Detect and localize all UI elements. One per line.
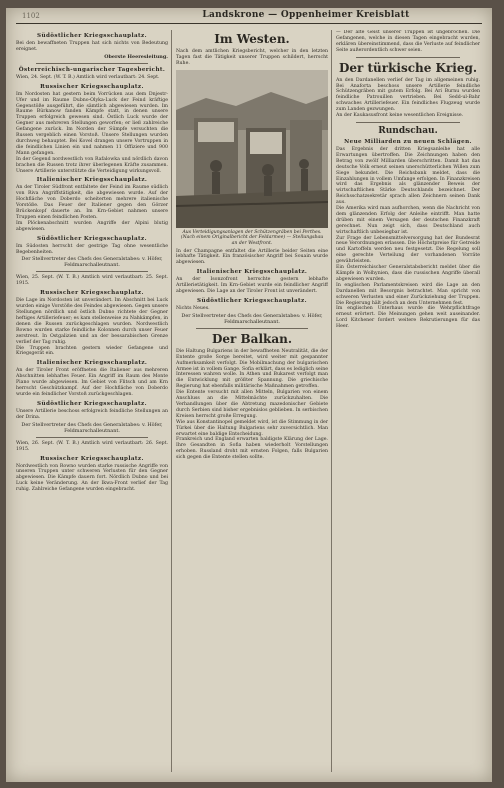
masthead: Landskrone — Oppenheimer Kreisblatt	[202, 10, 410, 20]
paragraph: An den Dardanellen verlief der Tag im allgemeinen ruhig. Bei Anaforta beschoss unsere Artillerie feindliche Schützengräben mit gutem Erfolg. Bei Ari Burnu wurden feindliche Patrouillen vertrieben. Bei Sedd-ul-Bahr schwaches Artilleriefeuer. Ein feindliches Flugzeug wurde zum Landen gezwungen.	[336, 77, 480, 113]
section-heading: Südöstlicher Kriegsschauplatz.	[37, 235, 147, 242]
paragraph: Ein Österreichischer Generalstabsbericht meldet über die Kämpfe in Wolhynien, dass die russischen Angriffe überall abgewiesen wurden.	[336, 265, 480, 282]
trench-photo-illustration	[176, 70, 328, 228]
paragraph: Im Plöckenabschnitt wurden Angriffe der Alpini blutig abgewiesen.	[16, 220, 168, 232]
article-title: Der türkische Krieg.	[338, 60, 478, 75]
section-heading: Russischer Kriegsschauplatz.	[40, 290, 144, 297]
paragraph: Die Lage im Nordosten ist unverändert. Im Abschnitt bei Luck wurden einige Vorstöße des Feindes abgewiesen. Gegen unsere Stellungen nördlich und östlich Dubno richtete der Gegner heftiges Artilleriefeuer; es kam stellenweise zu Nahkämpfen, in denen die Russen zurückgeschlagen wurden. Nordwestlich Rowno wurden starke feindliche Kolonnen durch unser Feuer zerstreut. In Ostgalizien und an der bessarabischen Grenze verlief der Tag ruhig.	[16, 298, 168, 345]
war-photograph	[176, 70, 328, 228]
signature: Der Stellvertreter des Chefs des Generalstabes: v. Höfer, Feldmarschalleutnant.	[21, 256, 163, 269]
paragraph: Wie aus Konstantinopel gemeldet wird, ist die Stimmung in der Türkei über die Haltung Bulgariens sehr zuversichtlich. Man erwartet eine baldige Entscheidung.	[176, 419, 328, 437]
paragraph: Nach dem amtlichen Kriegsbericht, welcher in den letzten Tagen fast die Tätigkeit unserer Truppen schildert, herrscht Ruhe.	[176, 49, 328, 66]
photo-caption: Aus Verteidigungsanlagen der Schützengräben bei Perthes. (Nach einem Originalbericht der Feldarmee) — Stellungsbau an der Westfront.	[180, 229, 324, 246]
signature: Der Stellvertreter des Chefs des Generalstabes: v. Höfer, Feldmarschalleutnant.	[181, 312, 323, 325]
paragraph: Im Südosten herrscht der gestrige Tag ohne wesentliche Begebenheiten.	[16, 243, 168, 255]
section-heading: Österreichisch-ungarischer Tagesbericht.	[18, 66, 166, 73]
paragraph: In der Champagne entfaltet die Artillerie beider Seiten eine lebhafte Tätigkeit. Ein französischer Angriff bei Souain wurde abgewiesen.	[176, 248, 328, 266]
paragraph: An der Tiroler Südfront entfaltete der Feind im Raume südlich von Riva Angriffstätigkeit, die abgewiesen wurde. Auf der Hochfläche von Doberdo scheiterten mehrere italienische Vorstöße. Das Feuer der Italiener gegen den Görzer Brückenkopf dauerte an. Im Krn-Gebiet nahmen unsere Truppen einen feindlichen Posten.	[16, 185, 168, 220]
section-heading: Südöstlicher Kriegsschauplatz.	[197, 297, 307, 304]
section-heading: Südöstlicher Kriegsschauplatz.	[37, 33, 147, 39]
article-headline: Neue Milliarden zu neuen Schlägen.	[344, 138, 472, 145]
paragraph: An der Isonzofront herrschte gestern lebhafte Artillerietätigkeit. Im Krn-Gebiet wurde ein feindlicher Angriff abgewiesen. Die Lage an der Tiroler Front ist unverändert.	[176, 277, 328, 295]
paragraph: Die Amerika wird man aufhorchen, wenn die Nachricht von dem glänzenden Erfolg der Anleihe eintrifft. Man hatte drüben mit einem Versagen der deutschen Finanzkraft gerechnet. Nun zeigt sich, dass Deutschland auch wirtschaftlich unbesiegbar ist.	[336, 206, 480, 235]
article-title: Der Balkan.	[211, 331, 292, 346]
separator	[36, 437, 148, 438]
paragraph: Im englischen Unterhaus wurde die Wehrpflichtfrage erneut erörtert. Die Meinungen gehen weit auseinander. Lord Kitchener fordert weitere Rekrutierungen für das Heer.	[336, 306, 480, 330]
separator	[36, 271, 148, 272]
paragraph: Das Ergebnis der dritten Kriegsanleihe hat alle Erwartungen übertroffen. Die Zeichnungen haben den Betrag von zwölf Milliarden überschritten. Damit hat das deutsche Volk erneut seinen unerschütterlichen Willen zum Siege bekundet. Die Reichsbank meldet, dass die Einzahlungen in vollem Umfange erfolgen. In Finanzkreisen wird das Ergebnis als glänzender Beweis der wirtschaftlichen Stärke Deutschlands bezeichnet. Der Reichsschatzsekretär sprach allen Zeichnern seinen Dank aus.	[336, 146, 480, 206]
paragraph: — Der alte Geist unserer Truppen ist ungebrochen. Die Gefangenen, welche in diesen Tagen eingebracht wurden, erklären übereinstimmend, dass die Verluste auf feindlicher Seite außerordentlich schwer seien.	[336, 30, 480, 53]
column-3	[336, 30, 480, 774]
separator	[196, 328, 308, 329]
paragraph: An der Tiroler Front eröffneten die Italiener aus mehreren Abschnitten lebhaftes Feuer. Ein Angriff im Raum des Monte Piano wurde abgewiesen. Im Gebiet von Flitsch und am Krn herrscht Geschützkampf. Auf der Hochfläche von Doberdo wurde ein feindlicher Vorstoß zurückgeschlagen.	[16, 368, 168, 397]
column-rule	[171, 30, 172, 772]
separator	[356, 122, 460, 123]
paragraph: Frankreich und England erwarten baldigste Klärung der Lage. Ihre Gesandten in Sofia haben wiederholt Vorstellungen erhoben. Russland droht mit ernsten Folgen, falls Bulgarien sich gegen die Entente stellen sollte.	[176, 437, 328, 461]
paragraph: Zur Frage der Lebensmittelversorgung hat der Bundesrat neue Verordnungen erlassen. Die Höchstpreise für Getreide und Kartoffeln werden neu festgesetzt. Die Regelung soll eine gerechte Verteilung der vorhandenen Vorräte gewährleisten.	[336, 235, 480, 265]
paragraph: Die Haltung Bulgariens in der bewaffneten Neutralität, die der Entente große Sorge bereitet, wird weiter mit gespannter Aufmerksamkeit verfolgt. Die Mobilmachung der bulgarischen Armee ist in vollem Gange. Sofia erklärt, dass es lediglich seine Interessen wahren wolle. In Athen und Bukarest verfolgt man die Entwicklung mit größter Spannung. Die griechische Regierung hat ebenfalls militärische Maßnahmen getroffen.	[176, 348, 328, 390]
paragraph: Im Nordosten hat gestern beim Vorrücken aus dem Dnjestr-Ufer und im Raume Dubno-Olyka-Luck der Feind kräftige Gegenstöße ausgeführt, die sämtlich abgewiesen wurden. Im Raume Bürkanow fanden Kämpfe statt, in denen unsere Truppen erfolgreich gewesen sind. Östlich Luck wurde der Gegner aus mehreren Stellungen geworfen; er ließ zahlreiche Gefangene zurück. Im Norden der Sümpfe versuchten die Russen vergeblich einen Vorstoß. Unsere Stellungen wurden durchweg behauptet. Bei Kovel drangen unsere Vortruppen in die feindlichen Linien ein und nahmen 11 Offiziere und 900 Mann gefangen.	[16, 91, 168, 156]
section-title: Rundschau.	[378, 125, 438, 136]
paragraph: An der Kaukasusfront keine wesentlichen Ereignisse.	[336, 113, 464, 119]
dateline: Wien, 26. Sept. (W. T. B.) Amtlich wird verlautbart: 26. Sept. 1915.	[16, 440, 168, 452]
section-heading: Italienischer Kriegsschauplatz.	[36, 360, 148, 367]
paragraph: In der Gegend nordwestlich von Rafalowka und nördlich davon brachen die Russen trotz ihrer überlegenen Kräfte zusammen. Unsere Artillerie unterstützte die Verteidigung wirkungsvoll.	[16, 156, 168, 174]
column-1	[16, 30, 168, 774]
paragraph: Die Entente versucht mit allen Mitteln, Bulgarien von einem Anschluss an die Mittelmächte zurückzuhalten. Die Verhandlungen über die Abtretung mazedonischer Gebiete durch Serbien sind bisher ergebnislos geblieben. In serbischen Kreisen herrscht große Erregung.	[176, 390, 328, 419]
dateline: Wien, 24. Sept. (W. T. B.) Amtlich wird verlautbart: 24. Sept.	[16, 74, 160, 80]
paragraph: Bei den bewaffneten Truppen hat sich nichts von Bedeutung ereignet.	[16, 41, 168, 52]
column-rule	[331, 30, 332, 772]
section-heading: Russischer Kriegsschauplatz.	[40, 455, 144, 462]
signature: Oberste Heeresleitung.	[104, 53, 168, 60]
separator	[36, 63, 148, 64]
paragraph: In englischen Parlamentskreisen wird die Lage an den Dardanellen mit Besorgnis betrachtet. Man spricht von schweren Verlusten und einer Zurückziehung der Truppen. Die Regierung hält jedoch an dem Unternehmen fest.	[336, 282, 480, 306]
section-heading: Russischer Kriegsschauplatz.	[40, 83, 144, 90]
paragraph: Nordwestlich von Rowno wurden starke russische Angriffe von unseren Truppen unter schweren Verlusten für den Gegner abgewiesen. Die Kämpfe dauern fort. Nördlich Dubno und bei Luck keine Veränderung. An der Ikwa-Front verlief der Tag ruhig. Zahlreiche Gefangene wurden eingebracht.	[16, 463, 168, 493]
header-rule	[16, 23, 482, 24]
paragraph: Nichts Neues.	[176, 305, 210, 311]
signature: Der Stellvertreter des Chefs des Generalstabes: v. Höfer, Feldmarschalleutnant.	[21, 421, 163, 434]
column-2	[176, 30, 328, 774]
paragraph: Die Truppen brachten gestern wieder Gefangene und Kriegsgerät ein.	[16, 345, 168, 357]
paragraph: Unsere Artillerie beschoss erfolgreich feindliche Stellungen an der Drina.	[16, 408, 168, 420]
separator	[356, 57, 460, 58]
page-number: 1102	[22, 12, 40, 20]
newspaper-page	[6, 8, 492, 782]
section-heading: Südöstlicher Kriegsschauplatz.	[37, 400, 147, 407]
section-heading: Italienischer Kriegsschauplatz.	[196, 269, 308, 276]
article-title: Im Westen.	[214, 32, 290, 46]
section-heading: Italienischer Kriegsschauplatz.	[36, 177, 148, 184]
dateline: Wien, 25. Sept. (W. T. B.) Amtlich wird verlautbart: 25. Sept. 1915.	[16, 275, 168, 287]
